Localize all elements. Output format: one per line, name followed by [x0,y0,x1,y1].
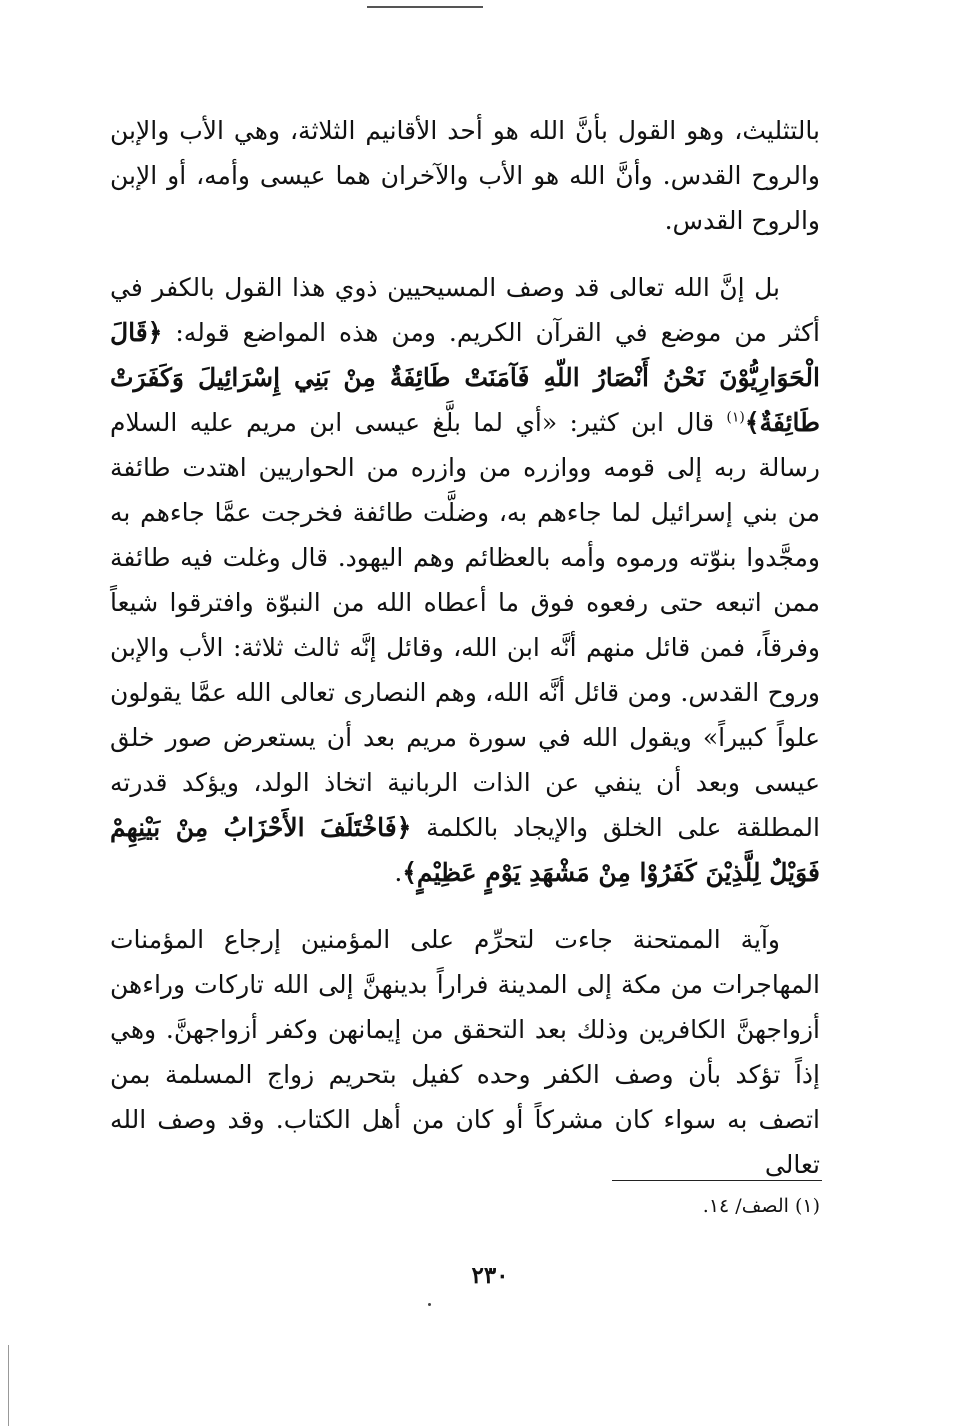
page-body [110,108,820,1209]
top-divider [367,6,483,8]
body-text: . [394,858,403,887]
body-text: بل إنَّ الله تعالى قد وصف المسيحيين ذوي هذا القول بالكفر في أكثر من موضع في القرآن الكريم. ومن هذه المواضع قوله: [110,273,820,347]
scan-edge-line [8,1345,9,1426]
footnote-divider [612,1180,822,1181]
speck-mark [428,1303,431,1306]
body-text: قال ابن كثير: «أي لما بلَّغ عيسى ابن مريم عليه السلام رسالة ربه إلى قومه ووازره من وازره من الحواريين اهتدت طائفة من بني إسرائيل لما جاءهم به، وضلَّت طائفة فخرجت عمَّا جاءهم به ومجَّدوا بنوّته ورموه وأمه بالعظائم وهم اليهود. قال وغلت فيه طائفة ممن اتبعه حتى رفعوه فوق ما أعطاه الله من النبوّة وافترقوا شيعاً وفرقاً، فمن قائل منهم أنَّه ابن الله، وقائل إنَّه ثالث ثلاثة: الأب والإبن وروح القدس. ومن قائل أنَّه الله، وهم النصارى تعالى الله عمَّا يقولون علواً كبيراً» ويقول الله في سورة مريم بعد أن يستعرض صور خلق عيسى وبعد أن ينفي عن الذات الربانية اتخاذ الولد، ويؤكد قدرته المطلقة على الخلق والإيجاد بالكلمة [110,408,820,842]
body-text: وآية الممتحنة جاءت لتحرِّم على المؤمنين إرجاع المؤمنات المهاجرات من مكة إلى المدينة فراراً بدينهنَّ إلى الله تاركات وراءهن أزواجهنَّ الكافرين وذلك بعد التحقق من إيمانهن وكفر أزواجهنَّ. وهي إذاً تؤكد بأن وصف الكفر وحده كفيل بتحريم زواج المسلمة بمن اتصف به سواء كان مشركاً أو كان من أهل الكتاب. وقد وصف الله تعالى [110,925,820,1179]
quran-verse: ﴿قَالَ الْحَوَارِيُّوْنَ نَحْنُ أَنْصَارُ اللّهِ فَآمَنَتْ طَائِفَةٌ مِنْ بَنِي إِسْرَائِيلَ وَكَفَرَتْ طَائِفَةٌ﴾ [110,318,820,437]
paragraph [110,917,820,1187]
footnote-reference: (١) [726,409,745,426]
paragraph [110,265,820,895]
quran-verse: ﴿فَاخْتَلَفَ الأَحْزَابُ مِنْ بَيْنِهِمْ فَوَيْلٌ لِلَّذِيْنَ كَفَرُوْا مِنْ مَشْهَدِ يَوْمٍ عَظِيْمٍ﴾ [110,813,820,887]
page-number: ٢٣٠ [471,1262,509,1289]
paragraph [110,108,820,243]
body-text: بالتثليث، وهو القول بأنَّ الله هو أحد الأقانيم الثلاثة، وهي الأب والإبن والروح القدس. وأنَّ الله هو الأب والآخران هما عيسى وأمه، أو الإبن والروح القدس. [110,116,820,235]
footnote: (١) الصف/ ١٤. [702,1195,820,1217]
